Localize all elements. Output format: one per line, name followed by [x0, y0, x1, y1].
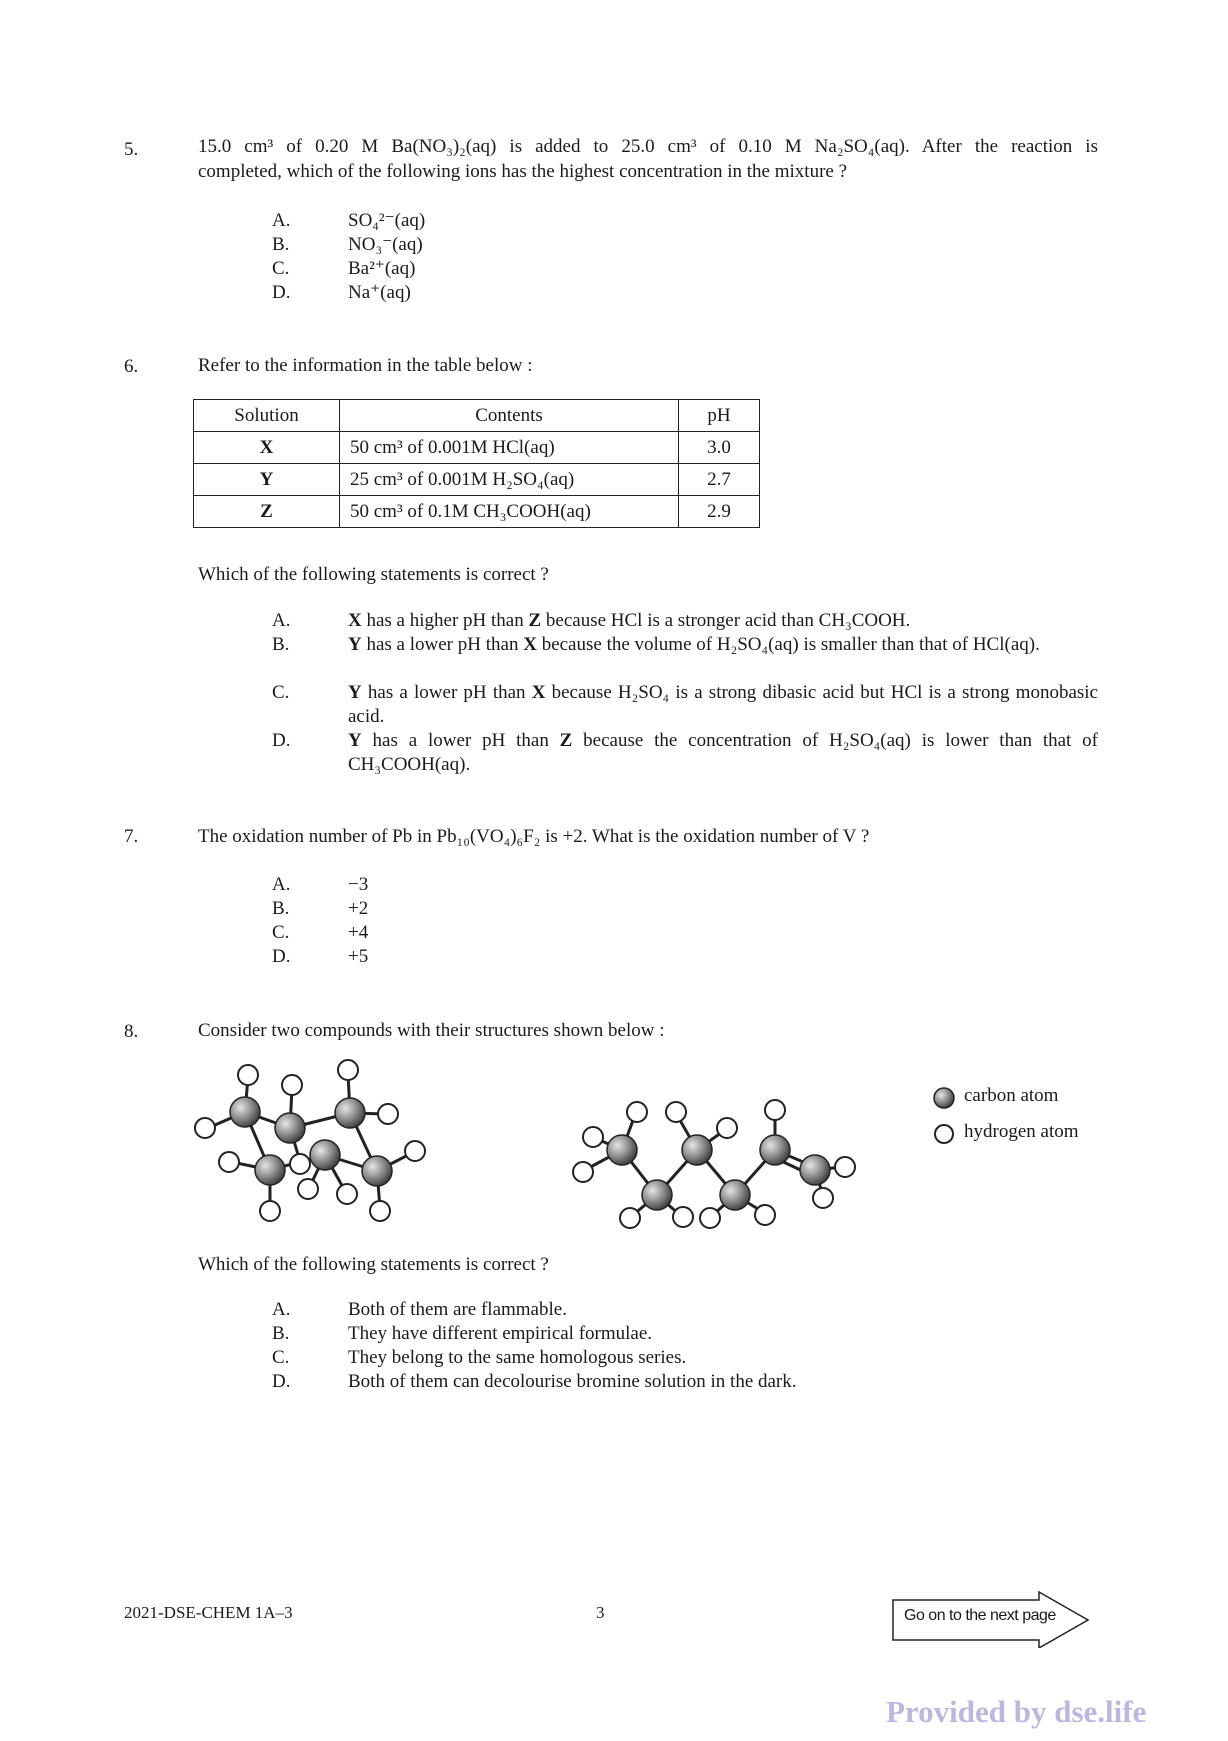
question-5-stem-line2: completed, which of the following ions has the highest concentration in the mixture ?	[198, 161, 848, 182]
cell-contents: 25 cm³ of 0.001M H₂SO₄(aq)	[340, 464, 679, 496]
table-row	[194, 464, 760, 496]
question-6-stem: Refer to the information in the table below :	[198, 355, 533, 376]
cell-contents: 50 cm³ of 0.1M CH₃COOH(aq)	[340, 496, 679, 528]
cell-ph: 2.9	[679, 496, 760, 528]
question-7-number: 7.	[124, 826, 139, 847]
question-5-number: 5.	[124, 139, 139, 160]
cell-solution: Z	[194, 496, 340, 528]
legend-hydrogen-label: hydrogen atom	[964, 1121, 1079, 1142]
cell-ph: 2.7	[679, 464, 760, 496]
question-5-stem-line1: 15.0 cm³ of 0.20 M Ba(NO₃)₂(aq) is added to 25.0 cm³ of 0.10 M Na₂SO₄(aq). After the reaction is	[198, 136, 1098, 157]
cyclic-molecule-diagram	[190, 1058, 440, 1233]
cell-ph: 3.0	[679, 432, 760, 464]
header-solution: Solution	[194, 400, 340, 432]
question-8-question: Which of the following statements is correct ?	[198, 1254, 549, 1275]
table-row	[194, 432, 760, 464]
question-7-stem: The oxidation number of Pb in Pb₁₀(VO₄)₆F₂ is +2. What is the oxidation number of V ?	[198, 826, 870, 847]
header-ph: pH	[679, 400, 760, 432]
next-page-arrow	[892, 1596, 1090, 1640]
hydrogen-atom-icon	[932, 1122, 958, 1148]
solution-table	[193, 399, 760, 528]
chain-molecule-diagram	[565, 1095, 885, 1235]
next-page-label: Go on to the next page	[904, 1607, 1056, 1624]
legend-carbon-label: carbon atom	[964, 1085, 1059, 1106]
question-6-number: 6.	[124, 356, 139, 377]
header-contents: Contents	[340, 400, 679, 432]
question-6-question: Which of the following statements is correct ?	[198, 564, 549, 585]
table-header-row	[194, 400, 760, 432]
cell-contents: 50 cm³ of 0.001M HCl(aq)	[340, 432, 679, 464]
question-8-stem: Consider two compounds with their structures shown below :	[198, 1020, 665, 1041]
page-number: 3	[596, 1603, 605, 1622]
carbon-atom-icon	[932, 1086, 958, 1112]
question-8-number: 8.	[124, 1021, 139, 1042]
cell-solution: X	[194, 432, 340, 464]
paper-code: 2021-DSE-CHEM 1A–3	[124, 1603, 293, 1622]
question-5-stem	[198, 134, 1098, 184]
table-row	[194, 496, 760, 528]
watermark-text: Provided by dse.life	[886, 1694, 1147, 1729]
cell-solution: Y	[194, 464, 340, 496]
